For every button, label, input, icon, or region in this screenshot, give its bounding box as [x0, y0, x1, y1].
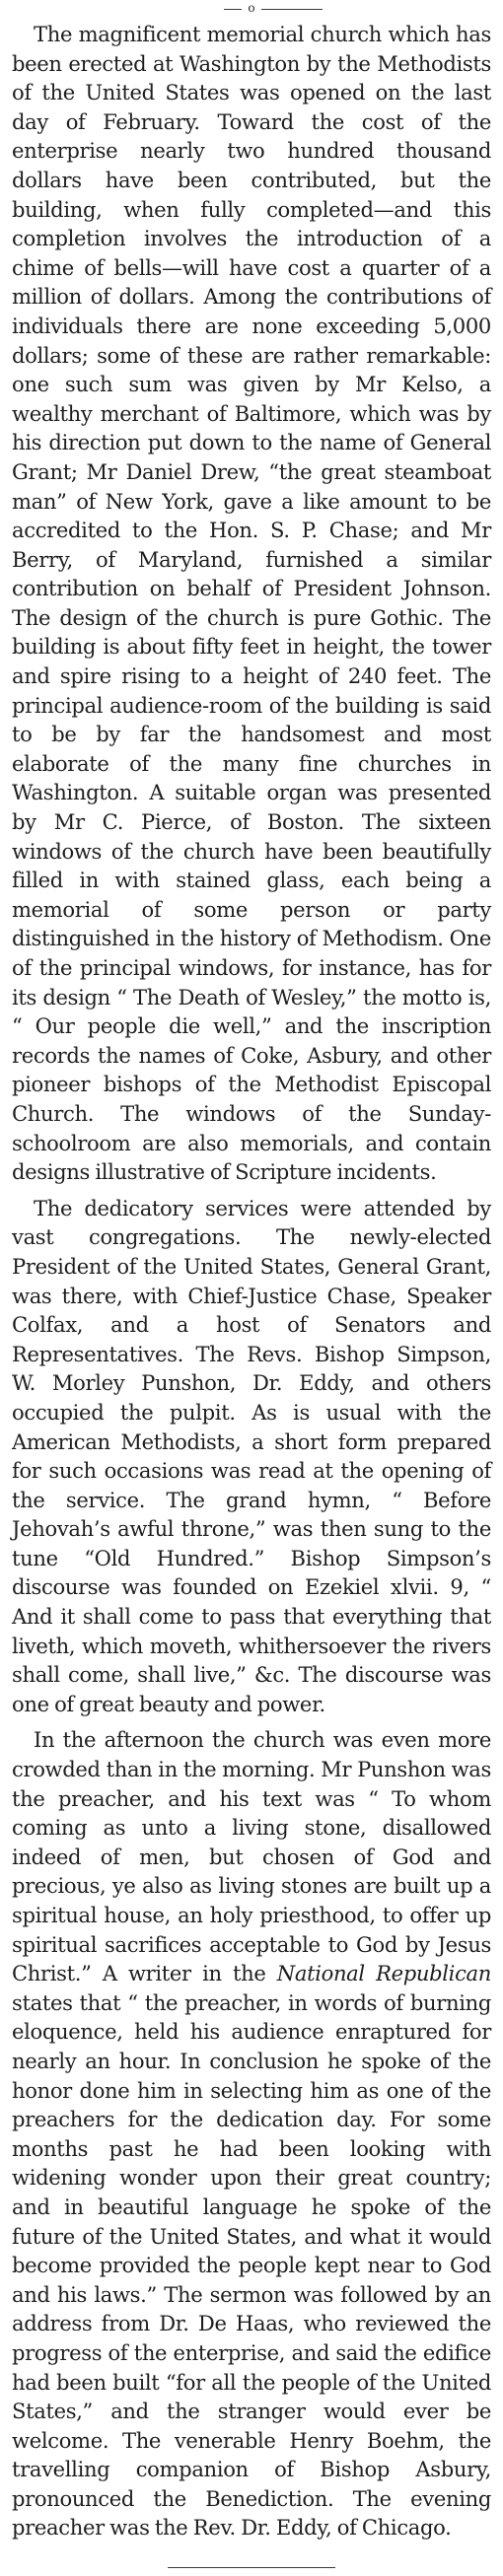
paragraph-3-text-a: In the afternoon the church was even more crowded than in the morning. Mr Punshon was the preacher, and his text was “ To whom coming as unto a living stone, disallowed indeed of men, but chosen of God and precious, ye also as living stones are built up a spiritual house, an holy priesthood, to offer up spiritual sacrifices acceptable to God by Jesus Christ.” A writer in the: [12, 1727, 491, 1986]
paragraph-1-text: The magnificent memorial church which has been erected at Washington by the Methodists of the United States was opened on the last day of February. Toward the cost of the enterprise nearly two hundred thousand dollars have been contributed, but the building, when fully completed—and this completion involves the introduction of a chime of bells—will have cost a quarter of a million of dollars. Among the contributions of individuals there are none exceeding 5,000 dollars; some of these are rather remarkable: one such sum was given by Mr Kelso, a wealthy merchant of Baltimore, which was by his direction put down to the name of General Grant; Mr Daniel Drew, “the great steamboat man” of New York, gave a like amount to be accredited to the Hon. S. P. Chase; and Mr Berry, of Maryland, furnished a similar contribution on behalf of President Johnson. The design of the church is pure Gothic. The building is about fifty feet in height, the tower and spire rising to a height of 240 feet. The principal audience-room of the building is said to be by far the handsomest and most elaborate of the many fine churches in Washington. A suitable organ was presented by Mr C. Pierce, of Boston. The sixteen windows of the church have been beautifully filled in with stained glass, each being a memorial of some person or party distinguished in the history of Methodism. One of the principal windows, for instance, has for its design “ The Death of Wesley,” the motto is, “ Our people die well,” and the inscription records the names of Coke, Asbury, and other pioneer bishops of the Methodist Episcopal Church. The windows of the Sunday-schoolroom are also memorials, and contain designs illustrative of Scripture incidents.: [12, 22, 491, 1185]
article-body: [12, 20, 491, 2542]
top-ornament-rule: [12, 0, 491, 20]
paragraph-2-text: The dedicatory services were attended by vast congregations. The newly-elected President of the United States, General Grant, was there, with Chief-Justice Chase, Speaker Colfax, and a host of Senators and Representatives. The Revs. Bishop Simpson, W. Morley Punshon, Dr. Eddy, and others occupied the pulpit. As is usual with the American Methodists, a short form prepared for such occasions was read at the opening of the service. The grand hymn, “ Before Jehovah’s awful throne,” was then sung to the tune “Old Hundred.” Bishop Simpson’s discourse was founded on Ezekiel xlvii. 9, “ And it shall come to pass that everything that liveth, which moveth, whithersoever the rivers shall come, shall live,” &c. The discourse was one of great beauty and power.: [12, 1195, 491, 1716]
top-ornament: [12, 0, 491, 16]
paragraph-dedicatory-services: [12, 1194, 491, 1719]
bottom-rule: [0, 2561, 503, 2575]
paragraph-afternoon-service: [12, 1725, 491, 2542]
paragraph-dedication-church: [12, 20, 491, 1187]
newspaper-title: National Republican: [276, 1961, 491, 1986]
ornament-glyph: o: [242, 1, 260, 15]
bottom-rule-line: [168, 2567, 335, 2568]
paragraph-3-text-b: states that “ the preacher, in words of burning eloquence, held his audience enraptured for nearly an hour. In conclusion he spoke of the honor done him in selecting him as one of the preachers for the dedication day. For some months past he had been looking with widening wonder upon their great country; and in beautiful language he spoke of the future of the United States, and what it would become provided the people kept near to God and his laws.” The sermon was followed by an address from Dr. De Haas, who reviewed the progress of the enterprise, and said the edifice had been built “for all the people of the United States,” and the stranger would ever be welcome. The venerable Henry Boehm, the travelling companion of Bishop Asbury, pronounced the Benediction. The evening preacher was the Rev. Dr. Eddy, of Chicago.: [12, 1989, 491, 2541]
